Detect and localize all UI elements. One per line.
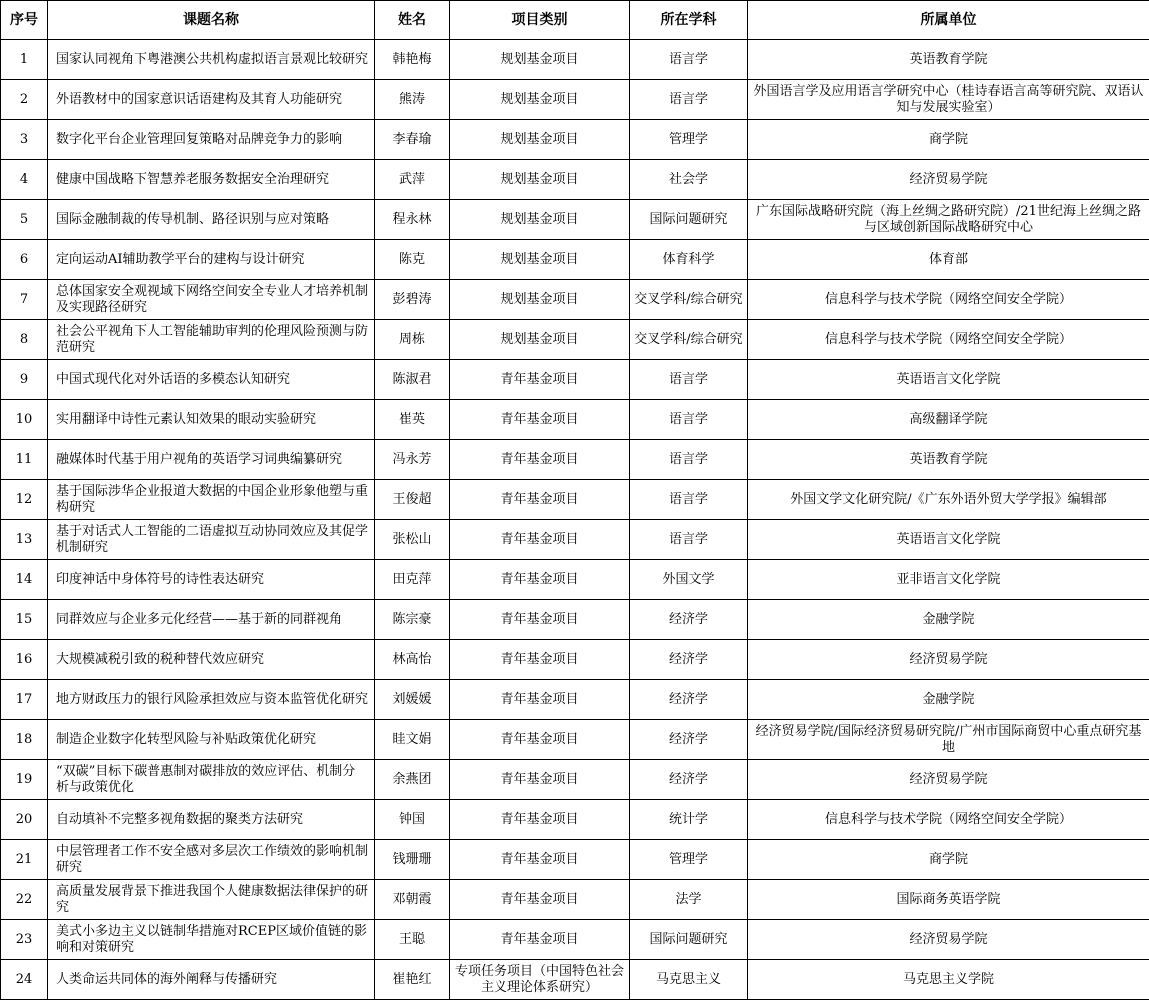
cell-unit: 马克思主义学院 xyxy=(748,960,1149,1000)
cell-discipline: 社会学 xyxy=(630,160,748,200)
cell-name: 刘媛媛 xyxy=(375,680,450,720)
cell-discipline: 经济学 xyxy=(630,720,748,760)
cell-name: 程永林 xyxy=(375,200,450,240)
cell-name: 武萍 xyxy=(375,160,450,200)
cell-name: 周栋 xyxy=(375,320,450,360)
table-row xyxy=(1,160,1149,200)
cell-category: 规划基金项目 xyxy=(450,40,630,80)
cell-category: 青年基金项目 xyxy=(450,800,630,840)
cell-discipline: 国际问题研究 xyxy=(630,200,748,240)
cell-discipline: 语言学 xyxy=(630,400,748,440)
cell-name: 钱珊珊 xyxy=(375,840,450,880)
cell-no: 8 xyxy=(1,320,48,360)
cell-title: 外语教材中的国家意识话语建构及其育人功能研究 xyxy=(48,80,375,120)
cell-title: 人类命运共同体的海外阐释与传播研究 xyxy=(48,960,375,1000)
cell-discipline: 交叉学科/综合研究 xyxy=(630,320,748,360)
cell-category: 青年基金项目 xyxy=(450,720,630,760)
cell-no: 20 xyxy=(1,800,48,840)
cell-category: 青年基金项目 xyxy=(450,880,630,920)
table-row xyxy=(1,520,1149,560)
cell-category: 青年基金项目 xyxy=(450,680,630,720)
cell-name: 陈宗豪 xyxy=(375,600,450,640)
table-row xyxy=(1,880,1149,920)
cell-title: 基于国际涉华企业报道大数据的中国企业形象他塑与重构研究 xyxy=(48,480,375,520)
cell-no: 16 xyxy=(1,640,48,680)
cell-no: 22 xyxy=(1,880,48,920)
cell-category: 青年基金项目 xyxy=(450,640,630,680)
cell-category: 规划基金项目 xyxy=(450,80,630,120)
cell-no: 4 xyxy=(1,160,48,200)
cell-discipline: 语言学 xyxy=(630,80,748,120)
cell-name: 王俊超 xyxy=(375,480,450,520)
cell-unit: 外国文学文化研究院/《广东外语外贸大学学报》编辑部 xyxy=(748,480,1149,520)
cell-discipline: 经济学 xyxy=(630,640,748,680)
cell-unit: 信息科学与技术学院（网络空间安全学院） xyxy=(748,800,1149,840)
cell-title: 同群效应与企业多元化经营——基于新的同群视角 xyxy=(48,600,375,640)
table-row xyxy=(1,920,1149,960)
cell-name: 余燕团 xyxy=(375,760,450,800)
cell-no: 5 xyxy=(1,200,48,240)
cell-category: 青年基金项目 xyxy=(450,360,630,400)
cell-discipline: 语言学 xyxy=(630,40,748,80)
cell-unit: 高级翻译学院 xyxy=(748,400,1149,440)
cell-name: 崔英 xyxy=(375,400,450,440)
cell-title: 印度神话中身体符号的诗性表达研究 xyxy=(48,560,375,600)
cell-category: 规划基金项目 xyxy=(450,240,630,280)
cell-unit: 信息科学与技术学院（网络空间安全学院） xyxy=(748,320,1149,360)
cell-name: 邓朝霞 xyxy=(375,880,450,920)
cell-title: 定向运动AI辅助教学平台的建构与设计研究 xyxy=(48,240,375,280)
cell-name: 眭文娟 xyxy=(375,720,450,760)
cell-unit: 亚非语言文化学院 xyxy=(748,560,1149,600)
cell-title: 地方财政压力的银行风险承担效应与资本监管优化研究 xyxy=(48,680,375,720)
cell-unit: 商学院 xyxy=(748,120,1149,160)
cell-discipline: 体育科学 xyxy=(630,240,748,280)
cell-category: 青年基金项目 xyxy=(450,400,630,440)
cell-discipline: 经济学 xyxy=(630,600,748,640)
table-row xyxy=(1,800,1149,840)
cell-category: 规划基金项目 xyxy=(450,280,630,320)
table-row xyxy=(1,480,1149,520)
cell-category: 规划基金项目 xyxy=(450,160,630,200)
cell-name: 张松山 xyxy=(375,520,450,560)
header-category: 项目类别 xyxy=(450,1,630,40)
cell-category: 青年基金项目 xyxy=(450,480,630,520)
cell-no: 2 xyxy=(1,80,48,120)
cell-title: 总体国家安全观视域下网络空间安全专业人才培养机制及实现路径研究 xyxy=(48,280,375,320)
cell-unit: 国际商务英语学院 xyxy=(748,880,1149,920)
header-discipline: 所在学科 xyxy=(630,1,748,40)
table-row xyxy=(1,320,1149,360)
cell-name: 钟国 xyxy=(375,800,450,840)
cell-category: 青年基金项目 xyxy=(450,440,630,480)
cell-no: 12 xyxy=(1,480,48,520)
cell-name: 林高怡 xyxy=(375,640,450,680)
cell-discipline: 法学 xyxy=(630,880,748,920)
table-row xyxy=(1,840,1149,880)
cell-name: 陈淑君 xyxy=(375,360,450,400)
cell-category: 青年基金项目 xyxy=(450,520,630,560)
cell-no: 17 xyxy=(1,680,48,720)
cell-title: 健康中国战略下智慧养老服务数据安全治理研究 xyxy=(48,160,375,200)
table-row xyxy=(1,40,1149,80)
cell-unit: 商学院 xyxy=(748,840,1149,880)
cell-title: 美式小多边主义以链制华措施对RCEP区域价值链的影响和对策研究 xyxy=(48,920,375,960)
table-row xyxy=(1,240,1149,280)
table-body xyxy=(1,40,1149,1000)
cell-unit: 英语教育学院 xyxy=(748,440,1149,480)
cell-name: 李春瑜 xyxy=(375,120,450,160)
cell-unit: 体育部 xyxy=(748,240,1149,280)
cell-no: 15 xyxy=(1,600,48,640)
cell-discipline: 经济学 xyxy=(630,680,748,720)
cell-discipline: 统计学 xyxy=(630,800,748,840)
table-header-row xyxy=(1,1,1149,40)
cell-category: 青年基金项目 xyxy=(450,840,630,880)
cell-title: 实用翻译中诗性元素认知效果的眼动实验研究 xyxy=(48,400,375,440)
cell-discipline: 国际问题研究 xyxy=(630,920,748,960)
cell-discipline: 马克思主义 xyxy=(630,960,748,1000)
cell-no: 6 xyxy=(1,240,48,280)
cell-category: 专项任务项目（中国特色社会主义理论体系研究） xyxy=(450,960,630,1000)
cell-unit: 经济贸易学院 xyxy=(748,160,1149,200)
cell-title: 大规模减税引致的税种替代效应研究 xyxy=(48,640,375,680)
cell-no: 23 xyxy=(1,920,48,960)
cell-title: 中国式现代化对外话语的多模态认知研究 xyxy=(48,360,375,400)
cell-title: 中层管理者工作不安全感对多层次工作绩效的影响机制研究 xyxy=(48,840,375,880)
cell-discipline: 语言学 xyxy=(630,440,748,480)
cell-no: 7 xyxy=(1,280,48,320)
header-name: 姓名 xyxy=(375,1,450,40)
cell-category: 规划基金项目 xyxy=(450,320,630,360)
cell-unit: 英语语言文化学院 xyxy=(748,360,1149,400)
cell-no: 14 xyxy=(1,560,48,600)
cell-discipline: 管理学 xyxy=(630,840,748,880)
cell-category: 规划基金项目 xyxy=(450,120,630,160)
cell-discipline: 语言学 xyxy=(630,480,748,520)
cell-unit: 英语语言文化学院 xyxy=(748,520,1149,560)
cell-discipline: 经济学 xyxy=(630,760,748,800)
cell-no: 3 xyxy=(1,120,48,160)
cell-discipline: 外国文学 xyxy=(630,560,748,600)
cell-discipline: 管理学 xyxy=(630,120,748,160)
table-row xyxy=(1,720,1149,760)
cell-title: 基于对话式人工智能的二语虚拟互动协同效应及其促学机制研究 xyxy=(48,520,375,560)
table-row xyxy=(1,80,1149,120)
cell-title: 高质量发展背景下推进我国个人健康数据法律保护的研究 xyxy=(48,880,375,920)
cell-discipline: 语言学 xyxy=(630,360,748,400)
cell-name: 崔艳红 xyxy=(375,960,450,1000)
table-row xyxy=(1,760,1149,800)
cell-name: 冯永芳 xyxy=(375,440,450,480)
cell-no: 24 xyxy=(1,960,48,1000)
cell-no: 11 xyxy=(1,440,48,480)
cell-category: 青年基金项目 xyxy=(450,920,630,960)
cell-no: 21 xyxy=(1,840,48,880)
table-row xyxy=(1,600,1149,640)
cell-title: “双碳”目标下碳普惠制对碳排放的效应评估、机制分析与政策优化 xyxy=(48,760,375,800)
cell-no: 19 xyxy=(1,760,48,800)
cell-name: 韩艳梅 xyxy=(375,40,450,80)
cell-unit: 金融学院 xyxy=(748,600,1149,640)
cell-title: 国际金融制裁的传导机制、路径识别与应对策略 xyxy=(48,200,375,240)
cell-name: 王聪 xyxy=(375,920,450,960)
cell-unit: 经济贸易学院 xyxy=(748,640,1149,680)
cell-unit: 外国语言学及应用语言学研究中心（桂诗春语言高等研究院、双语认知与发展实验室） xyxy=(748,80,1149,120)
cell-no: 18 xyxy=(1,720,48,760)
cell-no: 9 xyxy=(1,360,48,400)
cell-unit: 经济贸易学院/国际经济贸易研究院/广州市国际商贸中心重点研究基地 xyxy=(748,720,1149,760)
table-row xyxy=(1,280,1149,320)
cell-unit: 广东国际战略研究院（海上丝绸之路研究院）/21世纪海上丝绸之路与区域创新国际战略研究中心 xyxy=(748,200,1149,240)
table-row xyxy=(1,440,1149,480)
table-row xyxy=(1,680,1149,720)
cell-unit: 金融学院 xyxy=(748,680,1149,720)
cell-no: 10 xyxy=(1,400,48,440)
cell-title: 国家认同视角下粤港澳公共机构虚拟语言景观比较研究 xyxy=(48,40,375,80)
cell-title: 融媒体时代基于用户视角的英语学习词典编纂研究 xyxy=(48,440,375,480)
cell-name: 田克萍 xyxy=(375,560,450,600)
cell-unit: 英语教育学院 xyxy=(748,40,1149,80)
table-row xyxy=(1,560,1149,600)
cell-title: 制造企业数字化转型风险与补贴政策优化研究 xyxy=(48,720,375,760)
cell-discipline: 语言学 xyxy=(630,520,748,560)
table-row xyxy=(1,640,1149,680)
cell-category: 青年基金项目 xyxy=(450,760,630,800)
cell-no: 1 xyxy=(1,40,48,80)
cell-category: 青年基金项目 xyxy=(450,600,630,640)
cell-category: 青年基金项目 xyxy=(450,560,630,600)
cell-title: 自动填补不完整多视角数据的聚类方法研究 xyxy=(48,800,375,840)
cell-name: 陈克 xyxy=(375,240,450,280)
cell-title: 数字化平台企业管理回复策略对品牌竞争力的影响 xyxy=(48,120,375,160)
table-row xyxy=(1,120,1149,160)
cell-discipline: 交叉学科/综合研究 xyxy=(630,280,748,320)
header-no: 序号 xyxy=(1,1,48,40)
header-unit: 所属单位 xyxy=(748,1,1149,40)
cell-category: 规划基金项目 xyxy=(450,200,630,240)
header-title: 课题名称 xyxy=(48,1,375,40)
cell-unit: 经济贸易学院 xyxy=(748,760,1149,800)
cell-unit: 经济贸易学院 xyxy=(748,920,1149,960)
cell-name: 彭碧涛 xyxy=(375,280,450,320)
table-row xyxy=(1,200,1149,240)
cell-title: 社会公平视角下人工智能辅助审判的伦理风险预测与防范研究 xyxy=(48,320,375,360)
table-row xyxy=(1,960,1149,1000)
cell-name: 熊涛 xyxy=(375,80,450,120)
table-row xyxy=(1,400,1149,440)
table-row xyxy=(1,360,1149,400)
cell-no: 13 xyxy=(1,520,48,560)
cell-unit: 信息科学与技术学院（网络空间安全学院） xyxy=(748,280,1149,320)
